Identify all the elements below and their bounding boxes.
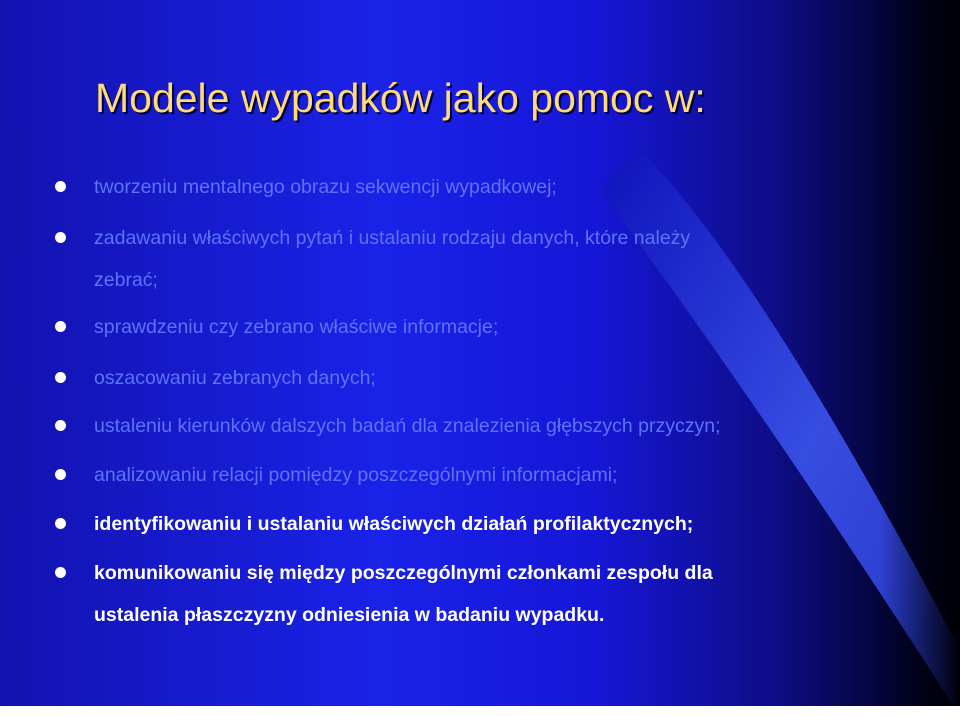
bullet-item: [94, 414, 721, 438]
bullet-text: oszacowaniu zebranych danych;: [94, 367, 376, 389]
bullet-dot-icon: [55, 321, 66, 332]
bullet-dot-icon: [55, 372, 66, 383]
bullet-dot-icon: [55, 469, 66, 480]
bullet-text: zadawaniu właściwych pytań i ustalaniu rodzaju danych, które należy: [94, 227, 691, 249]
bullet-continuation: [94, 603, 604, 627]
bullet-text: analizowaniu relacji pomiędzy poszczególnymi informacjami;: [94, 464, 618, 486]
bullet-item: [94, 463, 617, 487]
bullet-dot-icon: [55, 420, 66, 431]
bullet-item: [94, 512, 693, 536]
bullet-text: zebrać;: [94, 269, 158, 291]
bullet-item: [94, 315, 498, 339]
bullet-item: [94, 366, 376, 390]
bullet-item: [94, 175, 557, 199]
bullet-dot-icon: [55, 567, 66, 578]
bullet-text: sprawdzeniu czy zebrano właściwe informacje;: [94, 316, 499, 338]
bullet-text: komunikowaniu się między poszczególnymi członkami zespołu dla: [94, 562, 713, 584]
bullet-text: ustalenia płaszczyzny odniesienia w badaniu wypadku.: [94, 604, 605, 626]
bullet-text: identyfikowaniu i ustalaniu właściwych działań profilaktycznych;: [94, 513, 694, 535]
bullet-text: ustaleniu kierunków dalszych badań dla znalezienia głębszych przyczyn;: [94, 415, 721, 437]
bullet-text: tworzeniu mentalnego obrazu sekwencji wypadkowej;: [94, 176, 557, 198]
bullet-continuation: [94, 268, 158, 292]
bullet-dot-icon: [55, 181, 66, 192]
bullet-item: [94, 226, 690, 250]
bullet-dot-icon: [55, 232, 66, 243]
bottom-edge: [0, 706, 960, 716]
bullet-item: [94, 561, 713, 585]
bullet-dot-icon: [55, 518, 66, 529]
slide-title: Modele wypadków jako pomoc w:: [95, 75, 706, 121]
